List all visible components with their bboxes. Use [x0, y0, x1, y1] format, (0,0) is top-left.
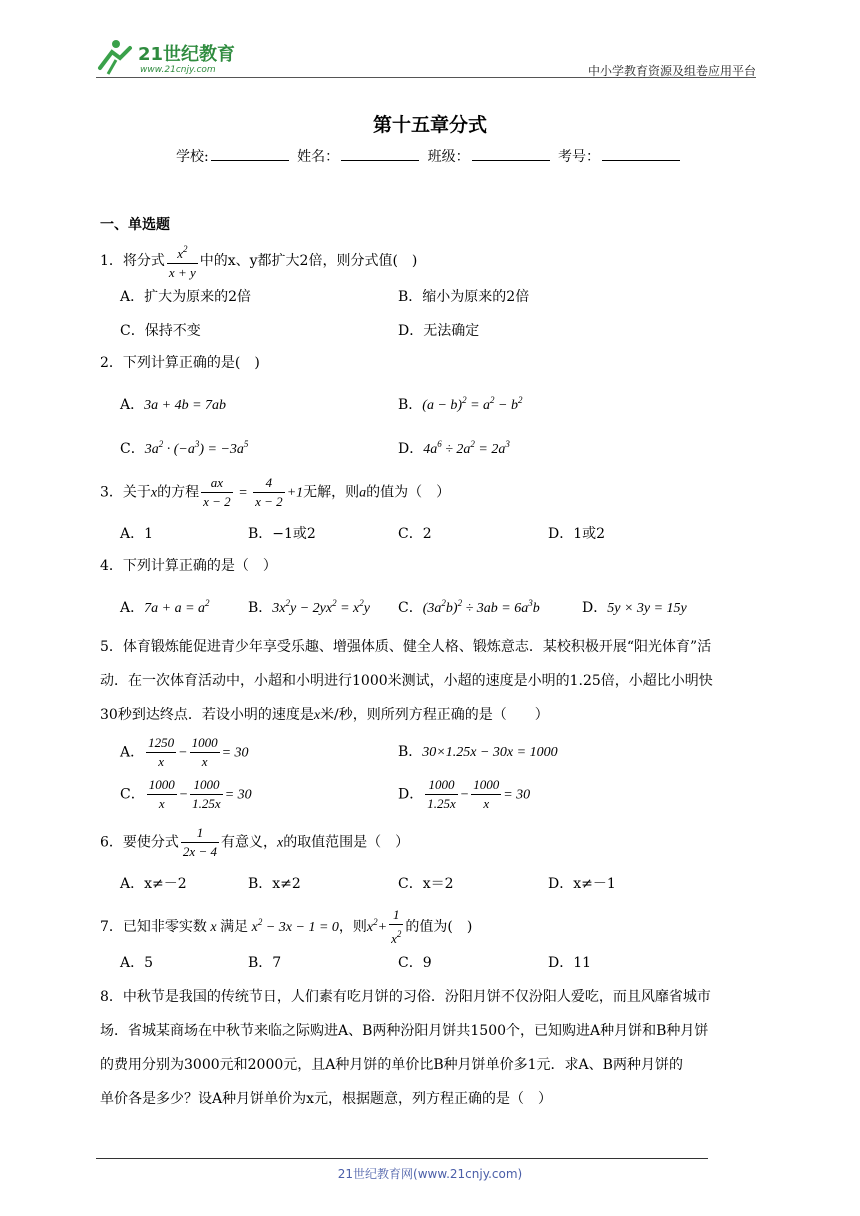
student-info — [0, 146, 860, 166]
question-8: 8．中秋节是我国的传统节日，人们素有吃月饼的习俗．汾阳月饼不仅汾阳人爱吃，而且风靡省城市 场．省城某商场在中秋节来临之际购进A、B两种汾阳月饼共1500个，已知购进A种月饼和B种月饼 的费用分别为3000元和2000元，且A种月饼的单价比B种月饼单价多1元．求A、B两种月饼的 单价各是多少？设A种月饼单价为x元，根据题意，列方程正确的是（ ） — [100, 989, 711, 1107]
number-label: 考号： — [558, 149, 601, 165]
number-blank[interactable] — [602, 148, 680, 161]
q6-option-d[interactable]: D．x≠－1 — [548, 876, 616, 892]
logo-url: www.21cnjy.com — [140, 65, 216, 75]
footer-divider — [96, 1158, 708, 1159]
platform-label: 中小学教育资源及组卷应用平台 — [587, 64, 756, 78]
question-4: 4．下列计算正确的是（ ） — [100, 558, 277, 574]
q2-option-b[interactable]: B．$(a - b)^2 = a^2 - b^2$ — [398, 395, 523, 413]
q7-option-a[interactable]: A．5 — [120, 955, 154, 971]
class-label: 班级： — [427, 149, 470, 165]
q1-option-a[interactable]: A．扩大为原来的2倍 — [120, 289, 252, 305]
q3-option-a[interactable]: A．1 — [120, 526, 154, 542]
q5-option-a[interactable]: A． $\frac{1250}{x}$ − $\frac{1000}{x}$ = 30 — [120, 735, 249, 769]
q1-option-d[interactable]: D．无法确定 — [398, 323, 480, 339]
q6-option-c[interactable]: C．x＝2 — [398, 876, 454, 892]
name-blank[interactable] — [341, 148, 419, 161]
school-blank[interactable] — [211, 148, 289, 161]
q5-option-d[interactable]: D． $\frac{1000}{1.25x}$ − $\frac{1000}{x}$ = 30 — [398, 777, 531, 811]
q4-option-d[interactable]: D．5y × 3y = 15y — [582, 600, 687, 616]
question-6: 6．要使分式 $\frac{1}{2x - 4}$ 有意义，x的取值范围是（ ） — [100, 825, 410, 859]
question-7: 7．已知非零实数 x 满足 $x^2 - 3x - 1 = 0$，则$x^2+$ $\frac{1}{x^2}$ 的值为( ) — [100, 907, 473, 946]
question-3: 3．关于x的方程 $\frac{ax}{x - 2}$ = $\frac{4}{x - 2}$ +1无解，则a的值为（ ） — [100, 475, 451, 509]
q1-option-c[interactable]: C．保持不变 — [120, 323, 201, 339]
q4-option-a[interactable]: A．$7a + a = a^2$ — [120, 598, 210, 616]
q7-option-c[interactable]: C．9 — [398, 955, 432, 971]
page-title: 第十五章分式 — [372, 114, 487, 136]
logo-text: 21世纪教育 — [138, 44, 236, 65]
q5-option-c[interactable]: C． $\frac{1000}{x}$ − $\frac{1000}{1.25x}$ = 30 — [120, 777, 252, 811]
name-label: 姓名： — [297, 149, 340, 165]
q1-option-b[interactable]: B．缩小为原来的2倍 — [398, 289, 530, 305]
q3-option-b[interactable]: B．−1或2 — [248, 526, 316, 542]
question-2: 2．下列计算正确的是( ) — [100, 355, 260, 371]
q7-option-b[interactable]: B．7 — [248, 955, 282, 971]
q3-option-d[interactable]: D．1或2 — [548, 526, 606, 542]
header-divider — [96, 77, 756, 78]
q6-option-b[interactable]: B．x≠2 — [248, 876, 301, 892]
q6-option-a[interactable]: A．x≠－2 — [120, 876, 187, 892]
question-5: 5．体育锻炼能促进青少年享受乐趣、增强体质、健全人格、锻炼意志．某校积极开展“阳光体育”活 动．在一次体育活动中，小超和小明进行1000米测试，小超的速度是小明的1.25倍，小超比小明快 30秒到达终点．若设小明的速度是x米/秒，则所列方程正确的是（ ） — [100, 639, 713, 723]
question-1: 1．将分式 $\frac{x^2}{x + y}$ 中的x、y都扩大2倍，则分式值( ) — [100, 240, 760, 282]
class-blank[interactable] — [472, 148, 550, 161]
q4-option-c[interactable]: C．$(3a^2b)^2 \div 3ab = 6a^3b$ — [398, 598, 540, 616]
logo — [96, 38, 256, 76]
school-label: 学校: — [175, 149, 209, 165]
q2-option-a[interactable]: A．3a + 4b = 7ab — [120, 397, 227, 413]
q2-option-d[interactable]: D．$4a^6 \div 2a^2 = 2a^3$ — [398, 439, 510, 457]
q2-option-c[interactable]: C．$3a^2 \cdot (-a^3) = -3a^5$ — [120, 439, 249, 457]
q4-option-b[interactable]: B．$3x^2y - 2yx^2 = x^2y$ — [248, 598, 370, 616]
section-title: 一、单选题 — [100, 217, 170, 233]
q3-option-c[interactable]: C．2 — [398, 526, 432, 542]
q7-option-d[interactable]: D．11 — [548, 955, 592, 971]
q5-option-b[interactable]: B．30×1.25x − 30x = 1000 — [398, 744, 558, 760]
footer-link[interactable]: 21世纪教育网(www.21cnjy.com) — [337, 1167, 523, 1181]
